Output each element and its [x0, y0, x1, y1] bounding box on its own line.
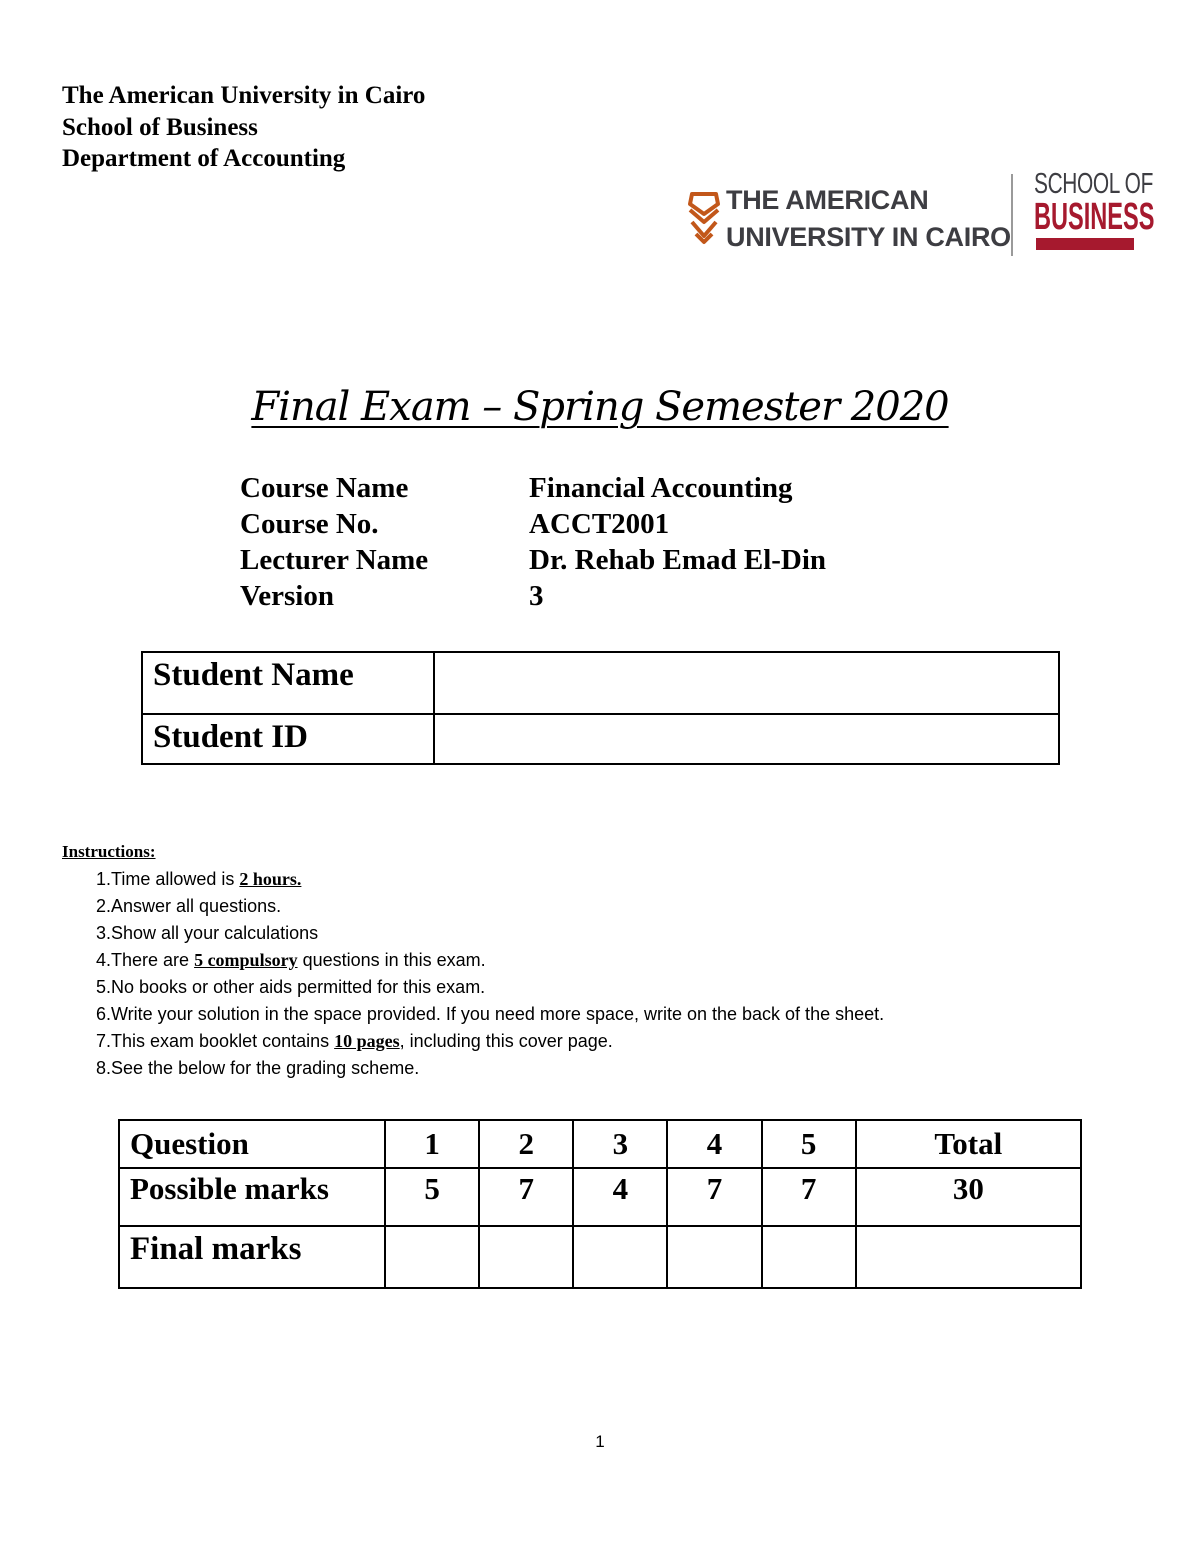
- course-info-value: Dr. Rehab Emad El-Din: [529, 543, 827, 576]
- course-info-label: Version: [240, 579, 334, 612]
- auc-wordmark: [726, 182, 1011, 256]
- instruction-number: 7.: [96, 1031, 112, 1051]
- instruction-text: This exam booklet contains: [111, 1031, 335, 1051]
- course-info-row: [240, 542, 826, 578]
- instruction-number: 2.: [96, 896, 112, 916]
- instruction-item: [62, 1028, 884, 1055]
- instruction-number: 8.: [96, 1058, 112, 1078]
- total-label: Total: [856, 1120, 1081, 1168]
- instructions-heading: Instructions:: [62, 842, 156, 861]
- instruction-text-after: questions in this exam.: [297, 950, 486, 970]
- exam-title: Final Exam – Spring Semester 2020: [251, 384, 949, 430]
- business-underline-bar: [1036, 238, 1134, 250]
- final-marks-row: [119, 1226, 1081, 1288]
- document-header: [62, 80, 425, 175]
- question-number: 1: [385, 1120, 479, 1168]
- auc-wordmark-line2: UNIVERSITY IN CAIRO: [726, 222, 1011, 252]
- final-mark-cell[interactable]: [573, 1226, 667, 1288]
- instruction-text-after: , including this cover page.: [399, 1031, 613, 1051]
- instruction-item: [62, 947, 884, 974]
- possible-mark: 7: [762, 1168, 856, 1226]
- instruction-number: 3.: [96, 923, 112, 943]
- instruction-emphasis: 10 pages: [334, 1031, 400, 1051]
- instruction-item: [62, 1055, 884, 1082]
- student-id-field[interactable]: [434, 714, 1059, 764]
- auc-business-logo: [684, 168, 1155, 256]
- student-info-table: [141, 651, 1060, 765]
- course-info-label: Course Name: [240, 471, 409, 504]
- question-label: Question: [119, 1120, 385, 1168]
- final-mark-cell[interactable]: [762, 1226, 856, 1288]
- course-info-row: [240, 578, 826, 614]
- student-id-row: [142, 714, 1059, 764]
- auc-wordmark-line1: THE AMERICAN: [726, 185, 929, 215]
- possible-marks-row: [119, 1168, 1081, 1226]
- instruction-item: [62, 974, 884, 1001]
- possible-mark: 4: [573, 1168, 667, 1226]
- final-mark-cell[interactable]: [667, 1226, 761, 1288]
- final-mark-cell[interactable]: [479, 1226, 573, 1288]
- question-number: 2: [479, 1120, 573, 1168]
- instruction-item: [62, 866, 884, 893]
- instruction-text: Time allowed is: [111, 869, 240, 889]
- final-total-cell[interactable]: [856, 1226, 1081, 1288]
- student-id-label: Student ID: [142, 714, 434, 764]
- grading-header-row: [119, 1120, 1081, 1168]
- question-number: 5: [762, 1120, 856, 1168]
- department-name: Department of Accounting: [62, 145, 346, 172]
- question-number: 3: [573, 1120, 667, 1168]
- course-info-row: [240, 470, 826, 506]
- instruction-emphasis: 2 hours.: [239, 869, 302, 889]
- possible-total: 30: [856, 1168, 1081, 1226]
- instruction-text: See the below for the grading scheme.: [111, 1058, 420, 1078]
- instruction-text: Write your solution in the space provided. If you need more space, write on the back of the sheet.: [111, 1004, 885, 1024]
- page-number: 1: [595, 1432, 605, 1451]
- auc-seal-icon: [686, 188, 722, 246]
- course-info: [240, 470, 826, 614]
- instruction-number: 5.: [96, 977, 112, 997]
- course-info-value: 3: [529, 579, 544, 612]
- instructions: [62, 842, 884, 1082]
- course-info-value: ACCT2001: [529, 507, 670, 540]
- instruction-text: No books or other aids permitted for this exam.: [111, 977, 486, 997]
- instruction-text: There are: [111, 950, 195, 970]
- instruction-number: 4.: [96, 950, 112, 970]
- student-name-row: [142, 652, 1059, 714]
- instruction-text: Answer all questions.: [111, 896, 282, 916]
- university-name: The American University in Cairo: [62, 82, 426, 109]
- course-info-label: Course No.: [240, 507, 379, 540]
- instruction-emphasis: 5 compulsory: [194, 950, 298, 970]
- possible-mark: 7: [667, 1168, 761, 1226]
- school-of-wordmark: SCHOOL OF: [1034, 168, 1153, 200]
- student-name-label: Student Name: [142, 652, 434, 714]
- possible-marks-label: Possible marks: [119, 1168, 385, 1226]
- final-mark-cell[interactable]: [385, 1226, 479, 1288]
- business-wordmark: BUSINESS: [1034, 196, 1155, 238]
- instruction-item: [62, 920, 884, 947]
- possible-mark: 5: [385, 1168, 479, 1226]
- instruction-item: [62, 893, 884, 920]
- school-name: School of Business: [62, 113, 258, 141]
- grading-table: [118, 1119, 1082, 1289]
- course-info-row: [240, 506, 826, 542]
- student-name-field[interactable]: [434, 652, 1059, 714]
- instruction-item: [62, 1001, 884, 1028]
- possible-mark: 7: [479, 1168, 573, 1226]
- final-marks-label: Final marks: [119, 1226, 385, 1288]
- question-number: 4: [667, 1120, 761, 1168]
- course-info-label: Lecturer Name: [240, 543, 429, 576]
- course-info-value: Financial Accounting: [529, 471, 793, 504]
- instruction-text: Show all your calculations: [111, 923, 319, 943]
- instruction-number: 1.: [96, 869, 112, 889]
- logo-divider: [1011, 174, 1013, 256]
- instruction-number: 6.: [96, 1004, 112, 1024]
